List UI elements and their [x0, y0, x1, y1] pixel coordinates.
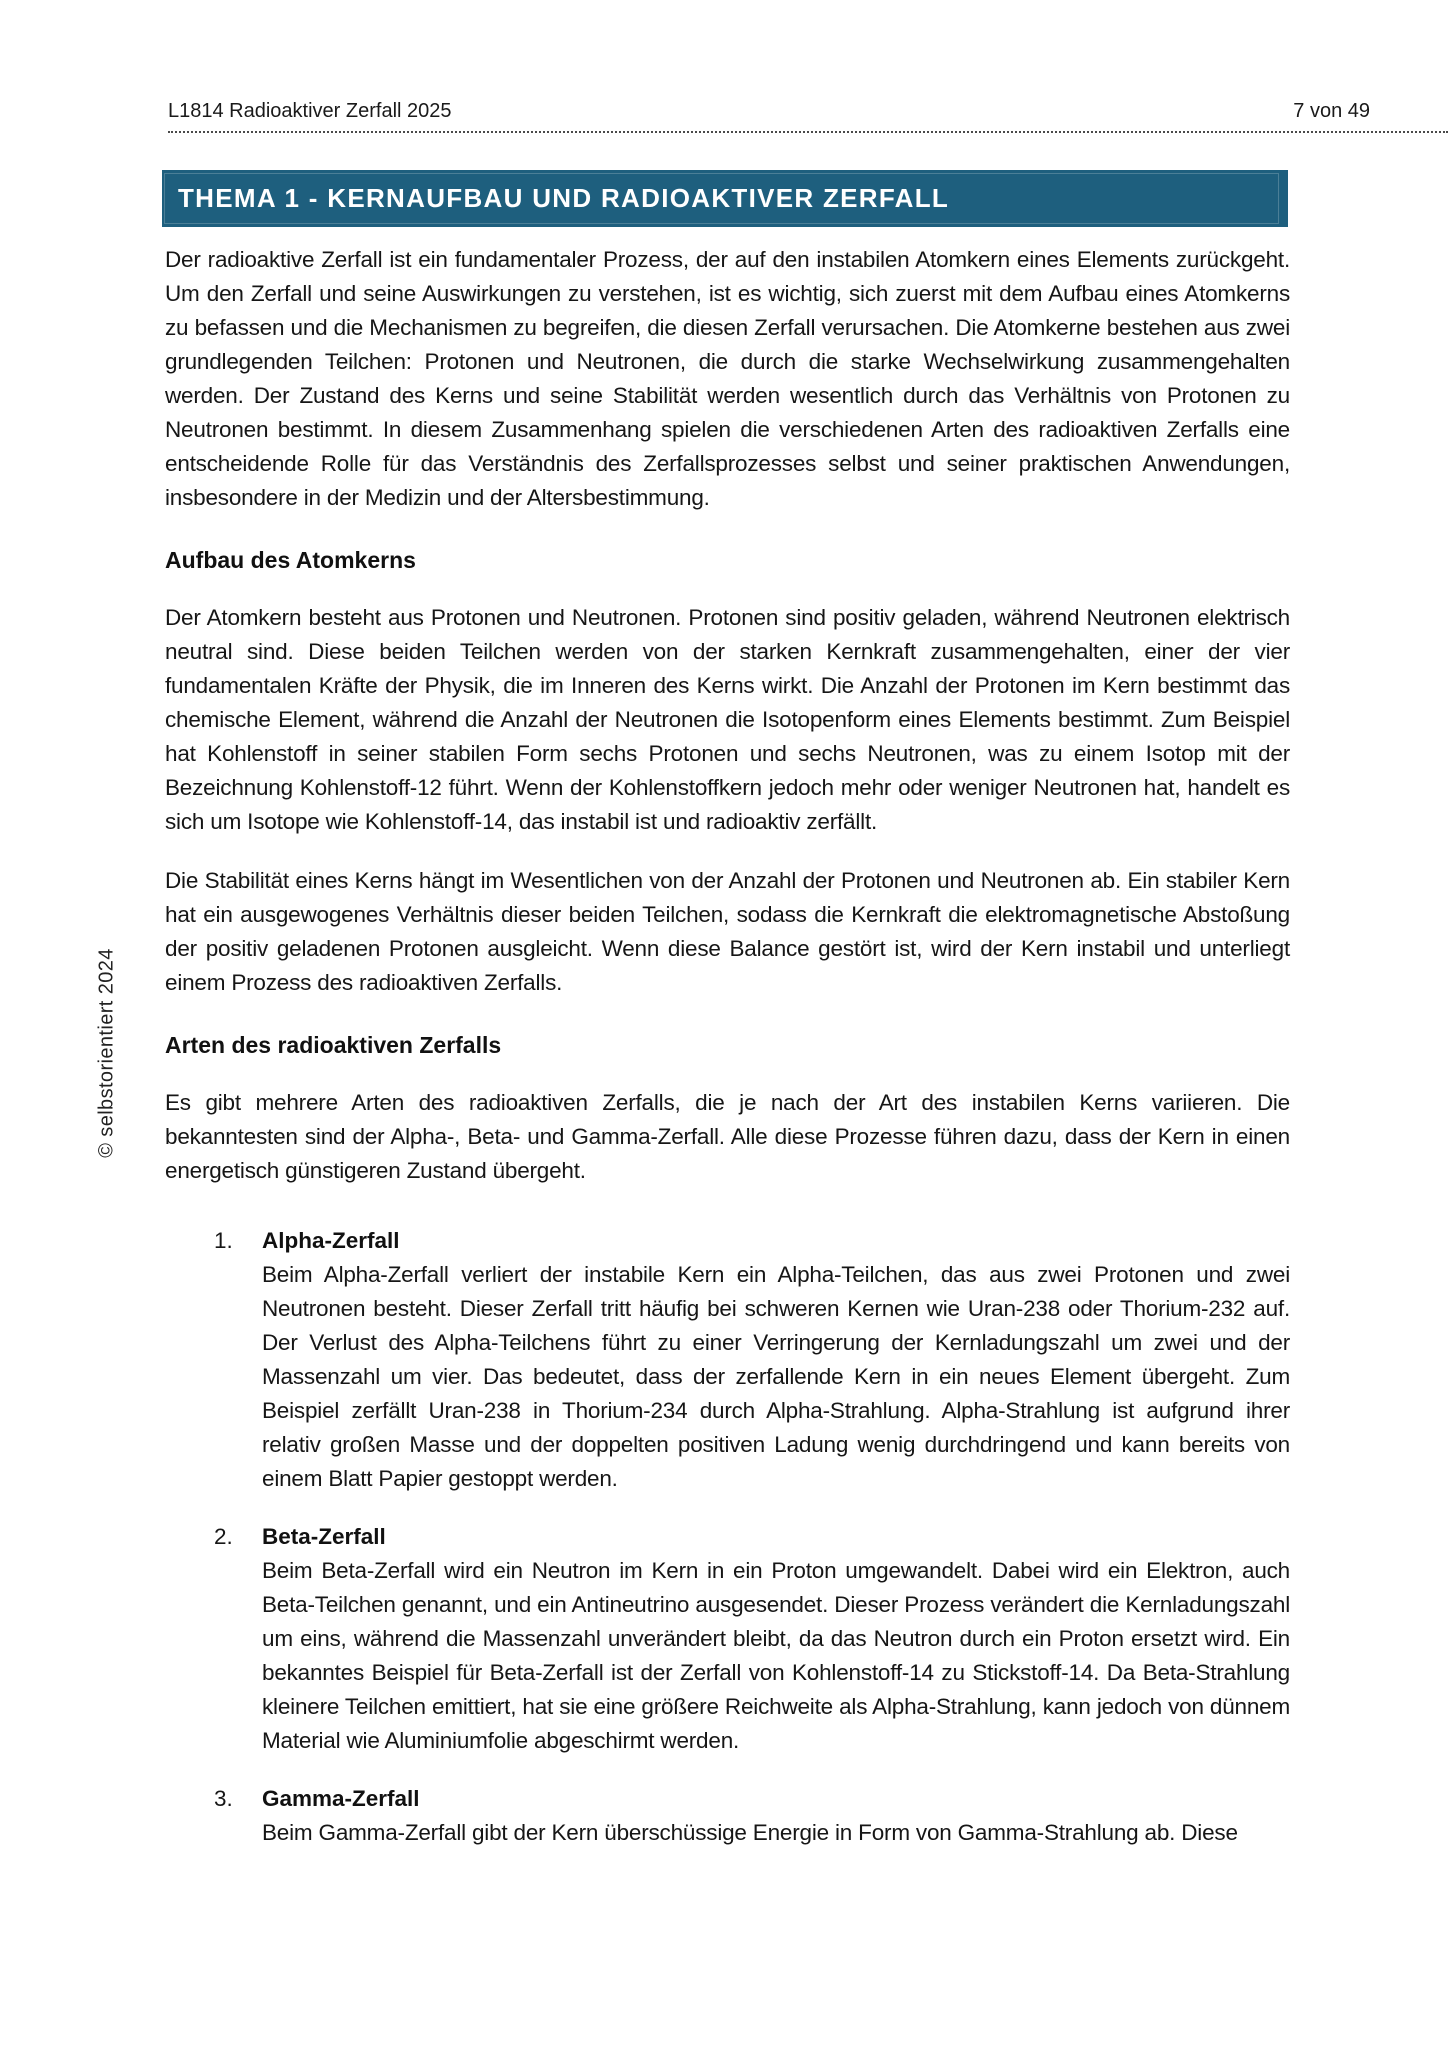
section-aufbau-paragraph-2: Die Stabilität eines Kerns hängt im Wesentlichen von der Anzahl der Protonen und Neutronen ab. Ein stabiler Kern hat ein ausgewogenes Verhältnis dieser beiden Teilchen, sodass die Kernkraft die elektromagnetische Abstoßung der positiv geladenen Protonen ausgleicht. Wenn diese Balance gestört ist, wird der Kern instabil und unterliegt einem Prozess des radioaktiven Zerfalls.	[165, 868, 1290, 995]
header-document-label: L1814 Radioaktiver Zerfall 2025	[168, 100, 452, 122]
header-page-number: 7 von 49	[1293, 100, 1370, 122]
topic-title-bar	[162, 170, 1288, 227]
intro-paragraph: Der radioaktive Zerfall ist ein fundamentaler Prozess, der auf den instabilen Atomkern eines Elements zurückgeht. Um den Zerfall und seine Auswirkungen zu verstehen, ist es wichtig, sich zuerst mit dem Aufbau eines Atomkerns zu befassen und die Mechanismen zu begreifen, die diesen Zerfall verursachen. Die Atomkerne bestehen aus zwei grundlegenden Teilchen: Protonen und Neutronen, die durch die starke Wechselwirkung zusammengehalten werden. Der Zustand des Kerns und seine Stabilität werden wesentlich durch das Verhältnis von Protonen zu Neutronen bestimmt. In diesem Zusammenhang spielen die verschiedenen Arten des radioaktiven Zerfalls eine entscheidende Rolle für das Verständnis des Zerfallsprozesses selbst und seiner praktischen Anwendungen, insbesondere in der Medizin und der Altersbestimmung.	[165, 247, 1290, 510]
list-item-number: 2.	[214, 1524, 233, 1549]
list-item-body: Beim Gamma-Zerfall gibt der Kern überschüssige Energie in Form von Gamma-Strahlung ab. Diese	[262, 1820, 1238, 1845]
section-aufbau-paragraph-1: Der Atomkern besteht aus Protonen und Neutronen. Protonen sind positiv geladen, während Neutronen elektrisch neutral sind. Diese beiden Teilchen werden von der starken Kernkraft zusammengehalten, einer der vier fundamentalen Kräfte der Physik, die im Inneren des Kerns wirkt. Die Anzahl der Protonen im Kern bestimmt das chemische Element, während die Anzahl der Neutronen die Isotopenform eines Elements bestimmt. Zum Beispiel hat Kohlenstoff in seiner stabilen Form sechs Protonen und sechs Neutronen, was zu einem Isotop mit der Bezeichnung Kohlenstoff-12 führt. Wenn der Kohlenstoffkern jedoch mehr oder weniger Neutronen hat, handelt es sich um Isotope wie Kohlenstoff-14, das instabil ist und radioaktiv zerfällt.	[165, 605, 1290, 834]
topic-title: THEMA 1 - KERNAUFBAU UND RADIOAKTIVER ZERFALL	[178, 183, 950, 213]
list-item-title: Beta-Zerfall	[262, 1524, 386, 1549]
list-item-title: Alpha-Zerfall	[262, 1228, 400, 1253]
section-heading-arten-des-zerfalls: Arten des radioaktiven Zerfalls	[165, 1032, 502, 1058]
topic-title-bar-inner-border	[164, 173, 1279, 224]
list-item-body: Beim Beta-Zerfall wird ein Neutron im Kern in ein Proton umgewandelt. Dabei wird ein Elektron, auch Beta-Teilchen genannt, und ein Antineutrino ausgesendet. Dieser Prozess verändert die Kernladungszahl um eins, während die Massenzahl unverändert bleibt, da das Neutron durch ein Proton ersetzt wird. Ein bekanntes Beispiel für Beta-Zerfall ist der Zerfall von Kohlenstoff-14 zu Stickstoff-14. Da Beta-Strahlung kleinere Teilchen emittiert, hat sie eine größere Reichweite als Alpha-Strahlung, kann jedoch von dünnem Material wie Aluminiumfolie abgeschirmt werden.	[262, 1558, 1290, 1753]
page-header	[168, 100, 1448, 133]
content-column	[165, 243, 1290, 1874]
copyright-vertical-text: © selbstorientiert 2024	[95, 948, 118, 1158]
list-item-gamma-zerfall	[165, 1782, 1290, 1850]
list-item-number: 3.	[214, 1786, 233, 1811]
list-item-beta-zerfall	[165, 1520, 1290, 1758]
list-item-alpha-zerfall	[165, 1224, 1290, 1496]
section-arten-paragraph-1: Es gibt mehrere Arten des radioaktiven Zerfalls, die je nach der Art des instabilen Kerns variieren. Die bekanntesten sind der Alpha-, Beta- und Gamma-Zerfall. Alle diese Prozesse führen dazu, dass der Kern in einen energetisch günstigeren Zustand übergeht.	[165, 1090, 1290, 1183]
list-item-number: 1.	[214, 1228, 233, 1253]
decay-type-list	[165, 1224, 1290, 1850]
list-item-title: Gamma-Zerfall	[262, 1786, 420, 1811]
section-heading-aufbau-des-atomkerns: Aufbau des Atomkerns	[165, 547, 416, 573]
list-item-body: Beim Alpha-Zerfall verliert der instabile Kern ein Alpha-Teilchen, das aus zwei Protonen und zwei Neutronen besteht. Dieser Zerfall tritt häufig bei schweren Kernen wie Uran-238 oder Thorium-232 auf. Der Verlust des Alpha-Teilchens führt zu einer Verringerung der Kernladungszahl um zwei und der Massenzahl um vier. Das bedeutet, dass der zerfallende Kern in ein neues Element übergeht. Zum Beispiel zerfällt Uran-238 in Thorium-234 durch Alpha-Strahlung. Alpha-Strahlung ist aufgrund ihrer relativ großen Masse und der doppelten positiven Ladung wenig durchdringend und kann bereits von einem Blatt Papier gestoppt werden.	[262, 1262, 1290, 1491]
